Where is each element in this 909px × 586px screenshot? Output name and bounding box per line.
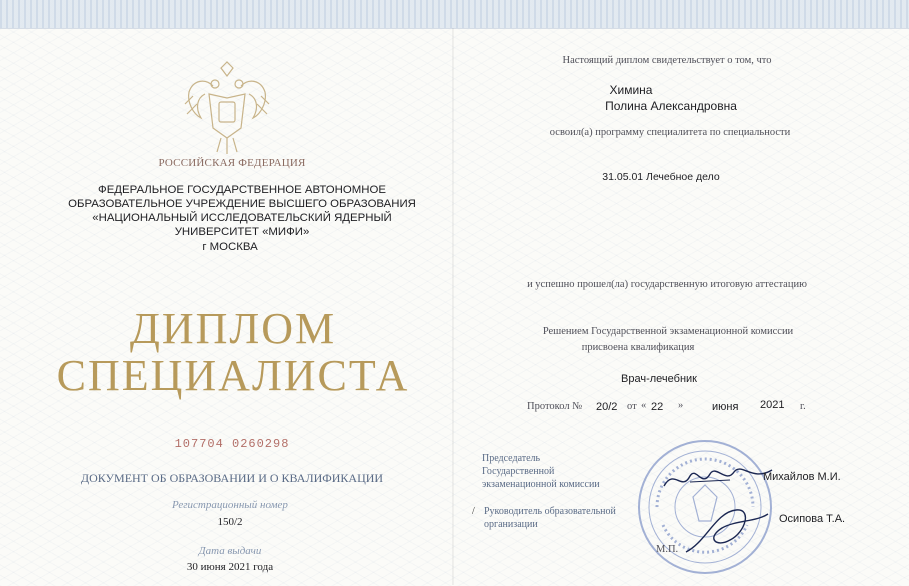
program-statement: освоил(а) программу специалитета по специальности [549,127,791,138]
specialty: 31.05.01 Лечебное дело [602,171,720,183]
institution-line: ОБРАЗОВАТЕЛЬНОЕ УЧРЕЖДЕНИЕ ВЫСШЕГО ОБРАЗОВАНИЯ [68,198,416,210]
graduate-surname: Химина [609,83,653,97]
protocol-month: июня [712,401,739,413]
double-headed-eagle-emblem-icon [179,58,275,158]
chair-title-line: Государственной [482,466,555,477]
protocol-number: 20/2 [596,401,618,413]
commission-chair-name: Михайлов М.И. [763,471,841,483]
certification-intro: Настоящий диплом свидетельствует о том, что [562,55,772,66]
head-mark: / [472,506,475,517]
protocol-label: Протокол № [527,401,583,412]
center-fold [452,28,454,585]
serial-number: 107704 0260298 [174,437,290,451]
head-title-line: Руководитель образовательной [484,506,616,517]
head-signature [676,502,776,562]
issue-date: 30 июня 2021 года [186,561,274,573]
institution-city: г МОСКВА [202,241,258,253]
protocol-from: от [627,401,637,412]
country-name: РОССИЙСКАЯ ФЕДЕРАЦИЯ [158,157,306,169]
issue-date-label: Дата выдачи [198,545,262,557]
institution-line: ФЕДЕРАЛЬНОЕ ГОСУДАРСТВЕННОЕ АВТОНОМНОЕ [98,184,386,196]
organization-head-name: Осипова Т.А. [779,513,846,525]
chair-title-line: экзаменационной комиссии [482,479,600,490]
graduate-given-names: Полина Александровна [605,99,737,113]
attestation-statement: и успешно прошел(ла) государственную итоговую аттестацию [527,279,807,290]
institution-line: УНИВЕРСИТЕТ «МИФИ» [174,226,310,238]
institution-name [68,183,416,239]
protocol-quote-open: « [641,400,647,411]
decision-line1: Решением Государственной экзаменационной комиссии [542,326,794,337]
protocol-year-suffix: г. [800,401,806,412]
chair-title-line: Председатель [482,453,541,464]
registration-label: Регистрационный номер [172,499,288,511]
diploma-title-line1: ДИПЛОМ [129,304,337,353]
registration-number: 150/2 [217,516,243,528]
document-type: ДОКУМЕНТ ОБ ОБРАЗОВАНИИ И О КВАЛИФИКАЦИИ [80,471,384,485]
commission-chair-title [482,452,632,491]
head-title-line: организации [484,519,538,530]
institution-line: «НАЦИОНАЛЬНЫЙ ИССЛЕДОВАТЕЛЬСКИЙ ЯДЕРНЫЙ [92,212,392,224]
decision-line2: присвоена квалификация [581,342,695,353]
diploma-title-line2: СПЕЦИАЛИСТА [56,351,410,400]
protocol-year: 2021 [760,399,785,411]
seal-place-mark: М.П. [656,544,679,555]
protocol-quote-close: » [678,400,684,411]
organization-head-title [484,505,616,531]
qualification: Врач-лечебник [621,373,697,385]
chair-signature [660,458,780,498]
protocol-day: 22 [651,401,664,413]
